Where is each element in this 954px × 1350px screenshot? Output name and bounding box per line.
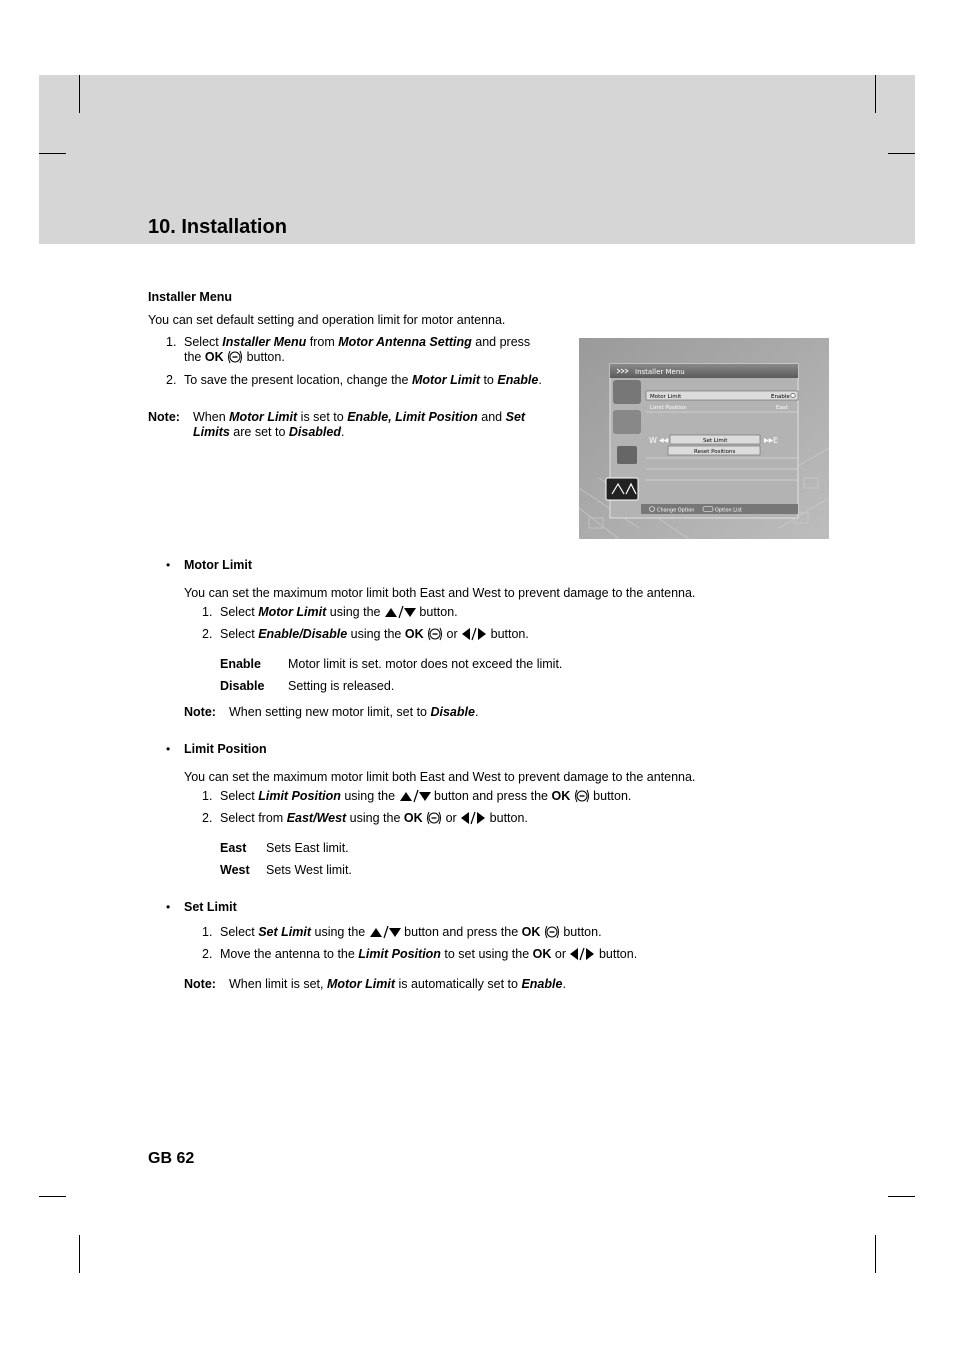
intro-text: You can set default setting and operation limit for motor antenna. [148, 313, 506, 327]
bullet: • [166, 900, 171, 914]
motor-limit-step-1: Select Motor Limit using the button. [220, 605, 458, 619]
up-down-arrow-icon [369, 925, 401, 939]
limit-position-desc: You can set the maximum motor limit both East and West to prevent damage to the antenna. [184, 770, 696, 784]
option-desc: Sets East limit. [266, 841, 349, 855]
svg-text:◀◀: ◀◀ [659, 437, 669, 444]
section-heading: Installer Menu [148, 290, 233, 304]
crop-mark [79, 75, 80, 113]
page-number: GB 62 [148, 1150, 195, 1167]
set-limit-step-1: Select Set Limit using the button and press the OK button. [220, 925, 602, 939]
svg-text:W: W [649, 436, 657, 445]
ok-button-icon [544, 925, 560, 939]
step-number: 1. [202, 789, 213, 803]
set-limit-note: When limit is set, Motor Limit is automatically set to Enable. [229, 977, 566, 991]
ok-button-icon [427, 627, 443, 641]
svg-text:▶▶: ▶▶ [764, 437, 774, 444]
screen-title: Installer Menu [635, 368, 685, 376]
crop-mark [888, 153, 915, 154]
motor-limit-step-2: Select Enable/Disable using the OK or button. [220, 627, 529, 641]
step-number: 2. [202, 947, 213, 961]
intro-step-2: To save the present location, change the Motor Limit to Enable. [184, 373, 542, 387]
svg-text:Set Limit: Set Limit [703, 438, 728, 444]
left-right-arrow-icon [569, 947, 595, 961]
svg-text:E: E [773, 436, 779, 445]
step-number: 2. [202, 627, 213, 641]
intro-step-1-cont: the OK button. [184, 350, 285, 364]
svg-text:Reset Positions: Reset Positions [694, 449, 736, 455]
tv-icon [617, 446, 637, 464]
svg-text:East: East [776, 405, 788, 411]
ok-button-icon [227, 350, 243, 364]
row-limit-position[interactable]: Limit Position [650, 405, 687, 411]
bullet: • [166, 558, 171, 572]
left-right-arrow-icon [460, 811, 486, 825]
svg-text:Change Option: Change Option [657, 507, 695, 514]
motor-limit-desc: You can set the maximum motor limit both East and West to prevent damage to the antenna. [184, 586, 696, 600]
step-number: 2. [202, 811, 213, 825]
option-term: West [220, 863, 250, 877]
satellite-icon [613, 380, 641, 404]
ok-button-icon [426, 811, 442, 825]
limit-position-step-1: Select Limit Position using the button and press the OK button. [220, 789, 632, 803]
crop-mark [79, 1235, 80, 1273]
page-title: 10. Installation [148, 216, 287, 238]
crop-mark [875, 1235, 876, 1273]
ok-button-icon [574, 789, 590, 803]
svg-text:Option List: Option List [715, 507, 743, 514]
crop-mark [888, 1196, 915, 1197]
intro-step-1: Select Installer Menu from Motor Antenna Setting and press [184, 335, 531, 349]
intro-note: When Motor Limit is set to Enable, Limit Position and Set [193, 410, 526, 424]
up-down-arrow-icon [399, 789, 431, 803]
svg-text:Motor Limit: Motor Limit [650, 394, 682, 400]
installer-menu-screenshot [579, 338, 829, 539]
crop-mark [875, 75, 876, 113]
option-term: Disable [220, 679, 265, 693]
step-number: 2. [166, 373, 177, 387]
intro-note-cont: Limits are set to Disabled. [193, 425, 345, 439]
option-desc: Setting is released. [288, 679, 395, 693]
left-right-arrow-icon [461, 627, 487, 641]
bullet: • [166, 742, 171, 756]
note-label: Note: [148, 410, 180, 424]
limit-position-step-2: Select from East/West using the OK or button. [220, 811, 528, 825]
network-icon [613, 410, 641, 434]
motor-limit-note: When setting new motor limit, set to Disable. [229, 705, 479, 719]
note-label: Note: [184, 705, 216, 719]
option-desc: Sets West limit. [266, 863, 352, 877]
motor-limit-heading: Motor Limit [184, 558, 253, 572]
step-number: 1. [166, 335, 177, 349]
note-label: Note: [184, 977, 216, 991]
limit-position-heading: Limit Position [184, 742, 267, 756]
set-limit-heading: Set Limit [184, 900, 237, 914]
svg-text:Enable: Enable [771, 394, 790, 400]
option-desc: Motor limit is set. motor does not exceed the limit. [288, 657, 563, 671]
option-term: East [220, 841, 247, 855]
set-limit-step-2: Move the antenna to the Limit Position to set using the OK or button. [220, 947, 638, 961]
step-number: 1. [202, 605, 213, 619]
up-down-arrow-icon [384, 605, 416, 619]
option-term: Enable [220, 657, 261, 671]
crop-mark [39, 153, 66, 154]
step-number: 1. [202, 925, 213, 939]
crop-mark [39, 1196, 66, 1197]
